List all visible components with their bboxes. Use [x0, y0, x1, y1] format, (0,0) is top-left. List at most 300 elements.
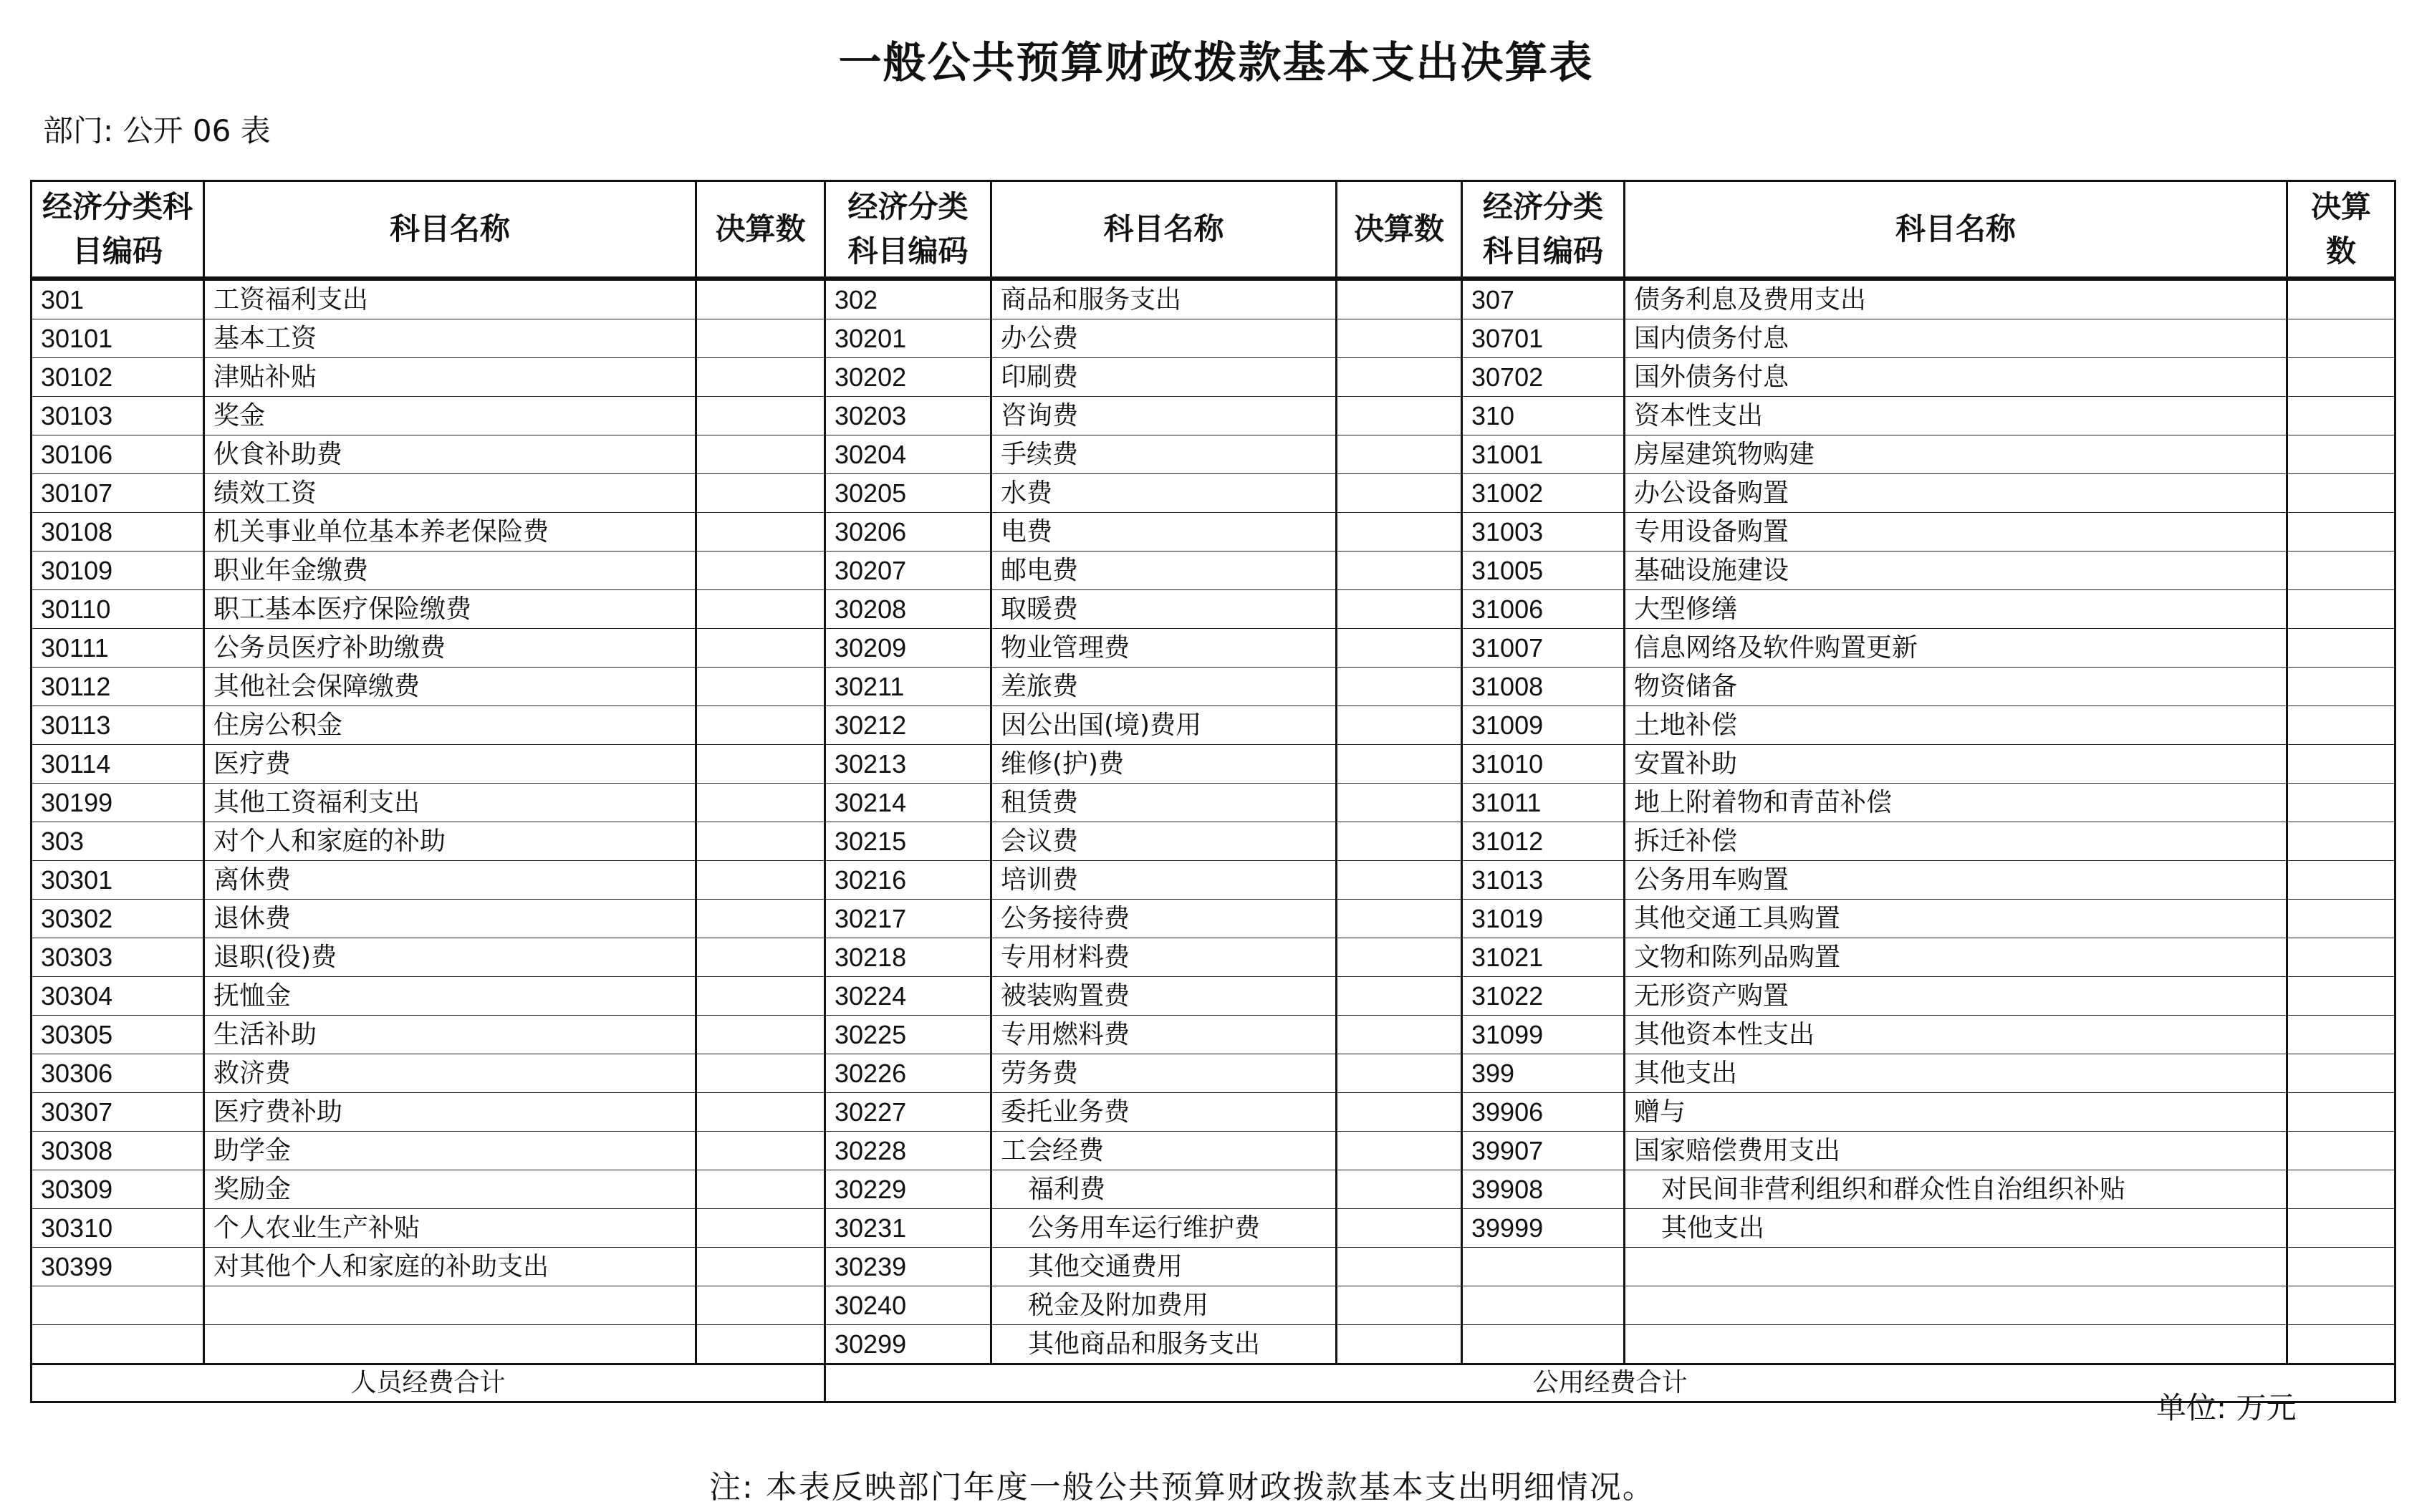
code-cell: 31003: [1462, 513, 1625, 552]
header-amount: 决算数: [696, 181, 825, 279]
table-row: [32, 1132, 2395, 1170]
code-cell: 30211: [825, 668, 991, 706]
amount-cell: [2287, 474, 2395, 513]
department-line: [43, 107, 271, 150]
totals-row: [32, 1364, 2395, 1402]
amount-cell: [1337, 397, 1462, 435]
code-cell: 30217: [825, 900, 991, 938]
name-cell: 房屋建筑物购建: [1625, 435, 2287, 474]
code-cell: 30308: [32, 1132, 204, 1170]
name-cell: 对其他个人和家庭的补助支出: [204, 1248, 696, 1286]
code-cell: 30215: [825, 822, 991, 861]
code-cell: [32, 1325, 204, 1364]
amount-cell: [1337, 977, 1462, 1016]
name-cell: 咨询费: [991, 397, 1337, 435]
name-cell: [1625, 1286, 2287, 1325]
name-cell: 工会经费: [991, 1132, 1337, 1170]
public-total-label: 公用经费合计: [825, 1364, 2395, 1402]
amount-cell: [2287, 1286, 2395, 1325]
code-cell: 30110: [32, 590, 204, 629]
name-cell: 离休费: [204, 861, 696, 900]
code-cell: 30702: [1462, 358, 1625, 397]
code-cell: 310: [1462, 397, 1625, 435]
table-row: [32, 1093, 2395, 1132]
amount-cell: [696, 319, 825, 358]
name-cell: 物业管理费: [991, 629, 1337, 668]
code-cell: 30206: [825, 513, 991, 552]
code-cell: [32, 1286, 204, 1325]
table-row: [32, 319, 2395, 358]
table-row: [32, 668, 2395, 706]
amount-cell: [2287, 1054, 2395, 1093]
amount-cell: [1337, 784, 1462, 822]
code-cell: 31099: [1462, 1016, 1625, 1054]
personnel-total-label: 人员经费合计: [32, 1364, 825, 1402]
amount-cell: [1337, 435, 1462, 474]
amount-cell: [2287, 1325, 2395, 1364]
name-cell: 基础设施建设: [1625, 552, 2287, 590]
table-row: [32, 784, 2395, 822]
amount-cell: [1337, 1248, 1462, 1286]
name-cell: 其他交通费用: [991, 1248, 1337, 1286]
name-cell: 国外债务付息: [1625, 358, 2287, 397]
table-row: [32, 822, 2395, 861]
code-cell: 39999: [1462, 1209, 1625, 1248]
code-cell: 30701: [1462, 319, 1625, 358]
table-number: 公开 06 表: [122, 113, 271, 148]
name-cell: 专用材料费: [991, 938, 1337, 977]
code-cell: 30108: [32, 513, 204, 552]
unit-label: 单位: 万元: [2156, 1390, 2297, 1425]
table-row: [32, 590, 2395, 629]
name-cell: 培训费: [991, 861, 1337, 900]
code-cell: 31011: [1462, 784, 1625, 822]
amount-cell: [696, 397, 825, 435]
table-row: [32, 706, 2395, 745]
name-cell: 租赁费: [991, 784, 1337, 822]
name-cell: 债务利息及费用支出: [1625, 279, 2287, 319]
name-cell: [204, 1325, 696, 1364]
name-cell: 生活补助: [204, 1016, 696, 1054]
table-row: [32, 1054, 2395, 1093]
code-cell: 30213: [825, 745, 991, 784]
header-code: 经济分类科目编码: [32, 181, 204, 279]
code-cell: 30310: [32, 1209, 204, 1248]
name-cell: 其他工资福利支出: [204, 784, 696, 822]
amount-cell: [1337, 552, 1462, 590]
name-cell: 住房公积金: [204, 706, 696, 745]
code-cell: 303: [32, 822, 204, 861]
code-cell: 30240: [825, 1286, 991, 1325]
code-cell: 30216: [825, 861, 991, 900]
amount-cell: [696, 279, 825, 319]
header-name: 科目名称: [204, 181, 696, 279]
table-row: [32, 861, 2395, 900]
amount-cell: [2287, 706, 2395, 745]
code-cell: 30228: [825, 1132, 991, 1170]
amount-cell: [696, 938, 825, 977]
amount-cell: [696, 1054, 825, 1093]
name-cell: 医疗费补助: [204, 1093, 696, 1132]
name-cell: 税金及附加费用: [991, 1286, 1337, 1325]
name-cell: 电费: [991, 513, 1337, 552]
name-cell: 救济费: [204, 1054, 696, 1093]
name-cell: 国内债务付息: [1625, 319, 2287, 358]
code-cell: 30227: [825, 1093, 991, 1132]
name-cell: 对民间非营利组织和群众性自治组织补贴: [1625, 1170, 2287, 1209]
budget-table: [30, 180, 2396, 1403]
header-name: 科目名称: [991, 181, 1337, 279]
amount-cell: [1337, 1132, 1462, 1170]
code-cell: 31013: [1462, 861, 1625, 900]
name-cell: 专用燃料费: [991, 1016, 1337, 1054]
name-cell: 医疗费: [204, 745, 696, 784]
name-cell: 职工基本医疗保险缴费: [204, 590, 696, 629]
amount-cell: [696, 1132, 825, 1170]
amount-cell: [1337, 745, 1462, 784]
code-cell: 31001: [1462, 435, 1625, 474]
code-cell: 30399: [32, 1248, 204, 1286]
table-row: [32, 900, 2395, 938]
table-row: [32, 1248, 2395, 1286]
table-body: [32, 279, 2395, 1364]
code-cell: 30201: [825, 319, 991, 358]
name-cell: 商品和服务支出: [991, 279, 1337, 319]
name-cell: 物资储备: [1625, 668, 2287, 706]
name-cell: 退职(役)费: [204, 938, 696, 977]
name-cell: 被装购置费: [991, 977, 1337, 1016]
code-cell: 30303: [32, 938, 204, 977]
code-cell: 30199: [32, 784, 204, 822]
code-cell: 30226: [825, 1054, 991, 1093]
amount-cell: [2287, 861, 2395, 900]
code-cell: 301: [32, 279, 204, 319]
code-cell: 39908: [1462, 1170, 1625, 1209]
amount-cell: [1337, 1093, 1462, 1132]
name-cell: 邮电费: [991, 552, 1337, 590]
table-row: [32, 552, 2395, 590]
code-cell: 30301: [32, 861, 204, 900]
code-cell: 31006: [1462, 590, 1625, 629]
code-cell: 30209: [825, 629, 991, 668]
code-cell: 30109: [32, 552, 204, 590]
code-cell: 302: [825, 279, 991, 319]
code-cell: 31009: [1462, 706, 1625, 745]
header-name: 科目名称: [1625, 181, 2287, 279]
amount-cell: [1337, 358, 1462, 397]
code-cell: 30111: [32, 629, 204, 668]
table-row: [32, 358, 2395, 397]
amount-cell: [696, 822, 825, 861]
name-cell: [1625, 1325, 2287, 1364]
code-cell: 31008: [1462, 668, 1625, 706]
amount-cell: [696, 668, 825, 706]
code-cell: 31007: [1462, 629, 1625, 668]
name-cell: 印刷费: [991, 358, 1337, 397]
amount-cell: [1337, 1286, 1462, 1325]
amount-cell: [2287, 1209, 2395, 1248]
table-row: [32, 1170, 2395, 1209]
amount-cell: [696, 358, 825, 397]
code-cell: 31022: [1462, 977, 1625, 1016]
name-cell: 其他资本性支出: [1625, 1016, 2287, 1054]
code-cell: 30306: [32, 1054, 204, 1093]
code-cell: 307: [1462, 279, 1625, 319]
amount-cell: [696, 513, 825, 552]
amount-cell: [2287, 1016, 2395, 1054]
department-label: 部门:: [43, 113, 114, 148]
name-cell: 抚恤金: [204, 977, 696, 1016]
name-cell: 资本性支出: [1625, 397, 2287, 435]
name-cell: 奖励金: [204, 1170, 696, 1209]
code-cell: 30112: [32, 668, 204, 706]
amount-cell: [696, 1286, 825, 1325]
code-cell: 30203: [825, 397, 991, 435]
table-row: [32, 435, 2395, 474]
name-cell: 公务用车购置: [1625, 861, 2287, 900]
name-cell: [204, 1286, 696, 1325]
name-cell: 绩效工资: [204, 474, 696, 513]
code-cell: 31005: [1462, 552, 1625, 590]
name-cell: [1625, 1248, 2287, 1286]
amount-cell: [696, 745, 825, 784]
amount-cell: [2287, 977, 2395, 1016]
name-cell: 赠与: [1625, 1093, 2287, 1132]
amount-cell: [2287, 513, 2395, 552]
amount-cell: [2287, 397, 2395, 435]
amount-cell: [1337, 629, 1462, 668]
table-row: [32, 1209, 2395, 1248]
amount-cell: [696, 861, 825, 900]
name-cell: 助学金: [204, 1132, 696, 1170]
name-cell: 公务用车运行维护费: [991, 1209, 1337, 1248]
code-cell: 30299: [825, 1325, 991, 1364]
code-cell: [1462, 1248, 1625, 1286]
code-cell: 30309: [32, 1170, 204, 1209]
header-code: 经济分类科目编码: [825, 181, 991, 279]
amount-cell: [1337, 513, 1462, 552]
amount-cell: [2287, 358, 2395, 397]
table-row: [32, 474, 2395, 513]
name-cell: 其他商品和服务支出: [991, 1325, 1337, 1364]
amount-cell: [2287, 435, 2395, 474]
name-cell: 劳务费: [991, 1054, 1337, 1093]
name-cell: 其他社会保障缴费: [204, 668, 696, 706]
code-cell: 30114: [32, 745, 204, 784]
table-row: [32, 938, 2395, 977]
name-cell: 退休费: [204, 900, 696, 938]
code-cell: 30103: [32, 397, 204, 435]
amount-cell: [696, 784, 825, 822]
amount-cell: [1337, 1170, 1462, 1209]
amount-cell: [1337, 668, 1462, 706]
amount-cell: [1337, 938, 1462, 977]
amount-cell: [2287, 668, 2395, 706]
amount-cell: [2287, 745, 2395, 784]
amount-cell: [1337, 1325, 1462, 1364]
code-cell: 30304: [32, 977, 204, 1016]
amount-cell: [2287, 822, 2395, 861]
name-cell: 水费: [991, 474, 1337, 513]
name-cell: 安置补助: [1625, 745, 2287, 784]
code-cell: 30302: [32, 900, 204, 938]
code-cell: 30101: [32, 319, 204, 358]
name-cell: 基本工资: [204, 319, 696, 358]
code-cell: [1462, 1286, 1625, 1325]
name-cell: 伙食补助费: [204, 435, 696, 474]
name-cell: 办公费: [991, 319, 1337, 358]
amount-cell: [696, 552, 825, 590]
code-cell: 30204: [825, 435, 991, 474]
header-amount: 决算数: [1337, 181, 1462, 279]
page-title: 一般公共预算财政拨款基本支出决算表: [838, 38, 1594, 88]
name-cell: 维修(护)费: [991, 745, 1337, 784]
amount-cell: [1337, 822, 1462, 861]
table-row: [32, 1286, 2395, 1325]
name-cell: 办公设备购置: [1625, 474, 2287, 513]
name-cell: 国家赔偿费用支出: [1625, 1132, 2287, 1170]
table-row: [32, 1325, 2395, 1364]
name-cell: 奖金: [204, 397, 696, 435]
code-cell: 30212: [825, 706, 991, 745]
code-cell: 399: [1462, 1054, 1625, 1093]
name-cell: 福利费: [991, 1170, 1337, 1209]
code-cell: 30214: [825, 784, 991, 822]
name-cell: 其他支出: [1625, 1209, 2287, 1248]
name-cell: 职业年金缴费: [204, 552, 696, 590]
code-cell: 30231: [825, 1209, 991, 1248]
code-cell: 30102: [32, 358, 204, 397]
code-cell: 31012: [1462, 822, 1625, 861]
code-cell: 30229: [825, 1170, 991, 1209]
table-row: [32, 977, 2395, 1016]
code-cell: 31019: [1462, 900, 1625, 938]
name-cell: 无形资产购置: [1625, 977, 2287, 1016]
amount-cell: [2287, 1248, 2395, 1286]
name-cell: 取暖费: [991, 590, 1337, 629]
amount-cell: [2287, 552, 2395, 590]
name-cell: 专用设备购置: [1625, 513, 2287, 552]
code-cell: 30225: [825, 1016, 991, 1054]
code-cell: 31010: [1462, 745, 1625, 784]
amount-cell: [1337, 279, 1462, 319]
amount-cell: [2287, 1170, 2395, 1209]
table-row: [32, 513, 2395, 552]
table-row: [32, 1016, 2395, 1054]
name-cell: 差旅费: [991, 668, 1337, 706]
amount-cell: [696, 1325, 825, 1364]
amount-cell: [696, 900, 825, 938]
name-cell: 会议费: [991, 822, 1337, 861]
code-cell: 30113: [32, 706, 204, 745]
amount-cell: [1337, 590, 1462, 629]
amount-cell: [696, 590, 825, 629]
code-cell: 31002: [1462, 474, 1625, 513]
header-amount: 决算数: [2287, 181, 2395, 279]
name-cell: 手续费: [991, 435, 1337, 474]
amount-cell: [2287, 629, 2395, 668]
amount-cell: [1337, 1016, 1462, 1054]
name-cell: 委托业务费: [991, 1093, 1337, 1132]
amount-cell: [1337, 474, 1462, 513]
amount-cell: [696, 1248, 825, 1286]
name-cell: 其他交通工具购置: [1625, 900, 2287, 938]
amount-cell: [2287, 279, 2395, 319]
code-cell: 30205: [825, 474, 991, 513]
amount-cell: [2287, 590, 2395, 629]
amount-cell: [2287, 1132, 2395, 1170]
amount-cell: [696, 1170, 825, 1209]
name-cell: 工资福利支出: [204, 279, 696, 319]
amount-cell: [696, 629, 825, 668]
name-cell: 拆迁补偿: [1625, 822, 2287, 861]
footnote: 注: 本表反映部门年度一般公共预算财政拨款基本支出明细情况。: [709, 1469, 1655, 1506]
amount-cell: [2287, 1093, 2395, 1132]
code-cell: 30307: [32, 1093, 204, 1132]
code-cell: 30106: [32, 435, 204, 474]
amount-cell: [696, 1093, 825, 1132]
amount-cell: [1337, 1054, 1462, 1093]
code-cell: 30305: [32, 1016, 204, 1054]
name-cell: 津贴补贴: [204, 358, 696, 397]
amount-cell: [696, 706, 825, 745]
name-cell: 公务员医疗补助缴费: [204, 629, 696, 668]
amount-cell: [1337, 1209, 1462, 1248]
amount-cell: [696, 474, 825, 513]
amount-cell: [1337, 706, 1462, 745]
code-cell: 31021: [1462, 938, 1625, 977]
name-cell: 个人农业生产补贴: [204, 1209, 696, 1248]
name-cell: 文物和陈列品购置: [1625, 938, 2287, 977]
table-row: [32, 397, 2395, 435]
amount-cell: [2287, 784, 2395, 822]
table-row: [32, 279, 2395, 319]
code-cell: 39906: [1462, 1093, 1625, 1132]
code-cell: 30239: [825, 1248, 991, 1286]
amount-cell: [1337, 900, 1462, 938]
code-cell: 30107: [32, 474, 204, 513]
amount-cell: [2287, 319, 2395, 358]
name-cell: 机关事业单位基本养老保险费: [204, 513, 696, 552]
amount-cell: [2287, 938, 2395, 977]
amount-cell: [696, 435, 825, 474]
header-row: [32, 181, 2395, 279]
code-cell: 30208: [825, 590, 991, 629]
amount-cell: [1337, 861, 1462, 900]
amount-cell: [696, 977, 825, 1016]
amount-cell: [1337, 319, 1462, 358]
name-cell: 信息网络及软件购置更新: [1625, 629, 2287, 668]
code-cell: 39907: [1462, 1132, 1625, 1170]
code-cell: [1462, 1325, 1625, 1364]
table-row: [32, 629, 2395, 668]
code-cell: 30207: [825, 552, 991, 590]
code-cell: 30224: [825, 977, 991, 1016]
amount-cell: [696, 1016, 825, 1054]
name-cell: 地上附着物和青苗补偿: [1625, 784, 2287, 822]
header-code: 经济分类科目编码: [1462, 181, 1625, 279]
name-cell: 因公出国(境)费用: [991, 706, 1337, 745]
name-cell: 土地补偿: [1625, 706, 2287, 745]
name-cell: 其他支出: [1625, 1054, 2287, 1093]
code-cell: 30218: [825, 938, 991, 977]
amount-cell: [696, 1209, 825, 1248]
name-cell: 大型修缮: [1625, 590, 2287, 629]
name-cell: 公务接待费: [991, 900, 1337, 938]
code-cell: 30202: [825, 358, 991, 397]
table-row: [32, 745, 2395, 784]
amount-cell: [2287, 900, 2395, 938]
